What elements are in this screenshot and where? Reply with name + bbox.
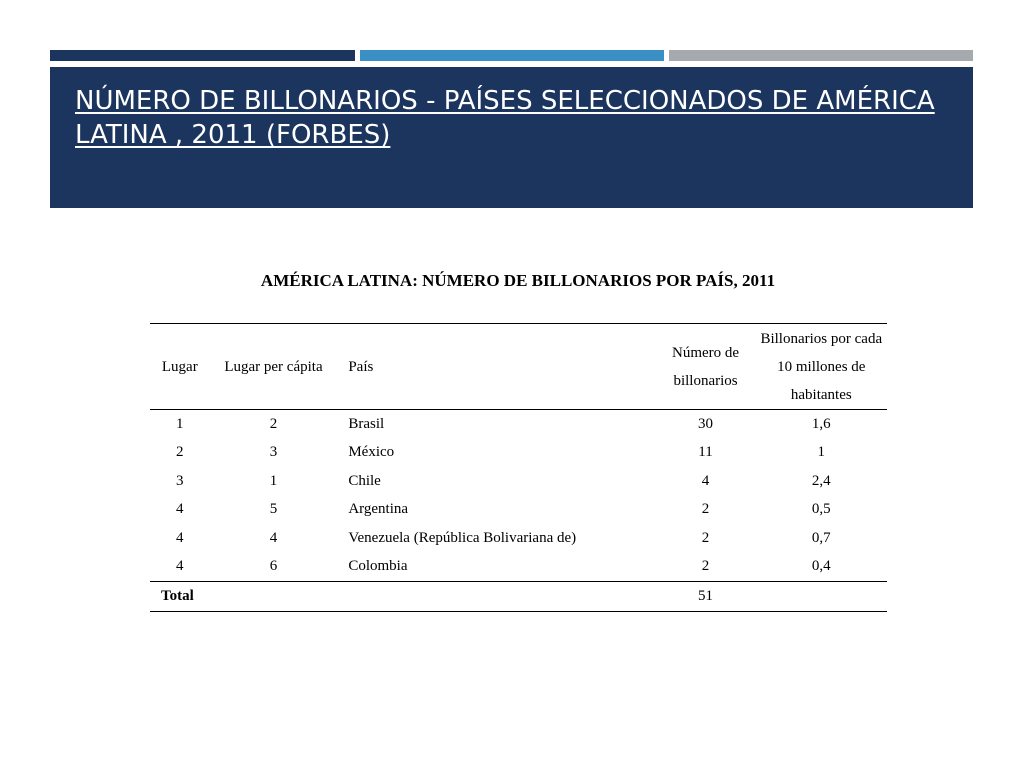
cell-por-10m: 2,4 — [811, 472, 831, 489]
header-lugar-per-capita: Lugar per cápita — [210, 324, 338, 410]
accent-bar-grey — [669, 50, 973, 61]
cell-lugar-per-capita: 4 — [269, 529, 278, 546]
table-total-row — [150, 582, 887, 612]
cell-numero: 30 — [698, 415, 714, 432]
title-band — [50, 67, 973, 208]
cell-pais: Chile — [348, 472, 381, 489]
total-empty-cell — [210, 582, 338, 612]
cell-lugar-per-capita: 6 — [269, 558, 278, 575]
cell-pais: Venezuela (República Bolivariana de) — [348, 529, 577, 546]
cell-lugar: 2 — [176, 444, 184, 461]
header-numero-billonarios: Número de billonarios — [655, 324, 755, 410]
cell-lugar: 3 — [176, 472, 184, 489]
cell-pais: Brasil — [348, 415, 385, 432]
billionaires-table — [150, 323, 887, 612]
table-header-row — [150, 324, 887, 410]
cell-pais: México — [348, 444, 395, 461]
accent-bar-dark — [50, 50, 355, 61]
cell-numero: 2 — [701, 558, 710, 575]
cell-pais: Colombia — [348, 558, 408, 575]
cell-lugar: 4 — [176, 558, 184, 575]
cell-lugar: 4 — [176, 501, 184, 518]
header-pais: País — [337, 324, 655, 410]
table-row — [150, 439, 887, 468]
table-row — [150, 496, 887, 525]
cell-numero: 4 — [701, 472, 710, 489]
cell-numero: 11 — [698, 444, 713, 461]
total-empty-cell — [337, 582, 655, 612]
table-heading: AMÉRICA LATINA: NÚMERO DE BILLONARIOS POR PAÍS, 2011 — [260, 271, 776, 290]
cell-lugar: 4 — [176, 529, 184, 546]
cell-por-10m: 0,5 — [811, 501, 831, 518]
table-row — [150, 410, 887, 439]
header-billonarios-por-10m: Billonarios por cada 10 millones de habitantes — [756, 324, 887, 410]
cell-lugar-per-capita: 1 — [269, 472, 278, 489]
total-label: Total — [150, 582, 210, 612]
cell-numero: 2 — [701, 501, 710, 518]
table-row — [150, 467, 887, 496]
total-empty-cell — [756, 582, 887, 612]
slide-title: NÚMERO DE BILLONARIOS - PAÍSES SELECCIONADOS DE AMÉRICA LATINA , 2011 (FORBES) — [75, 86, 935, 150]
header-lugar: Lugar — [150, 324, 210, 410]
total-numero: 51 — [655, 582, 755, 612]
accent-bar-blue — [360, 50, 664, 61]
table-row — [150, 524, 887, 553]
cell-lugar-per-capita: 5 — [269, 501, 278, 518]
table-row — [150, 553, 887, 582]
cell-lugar-per-capita: 3 — [269, 444, 278, 461]
cell-por-10m: 0,4 — [811, 558, 831, 575]
cell-por-10m: 1 — [817, 444, 826, 461]
cell-lugar-per-capita: 2 — [269, 415, 278, 432]
cell-numero: 2 — [701, 529, 710, 546]
cell-pais: Argentina — [348, 501, 409, 518]
cell-por-10m: 1,6 — [811, 415, 831, 432]
cell-lugar: 1 — [176, 415, 184, 432]
cell-por-10m: 0,7 — [811, 529, 831, 546]
